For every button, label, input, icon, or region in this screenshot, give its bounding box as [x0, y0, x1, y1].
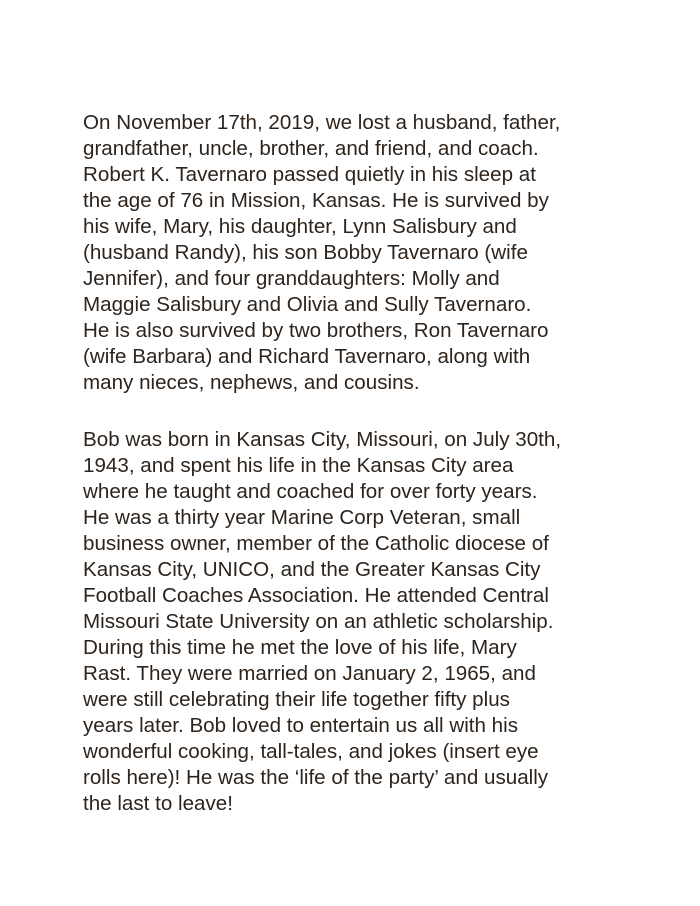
paragraph-line: Rast. They were married on January 2, 1965, and: [83, 662, 536, 685]
paragraph-line: Maggie Salisbury and Olivia and Sully Tavernaro.: [83, 293, 532, 316]
paragraph-line: the last to leave!: [83, 792, 233, 815]
paragraph-line: business owner, member of the Catholic diocese of: [83, 532, 549, 555]
paragraph-line: Robert K. Tavernaro passed quietly in his sleep at: [83, 163, 536, 186]
paragraph-line: During this time he met the love of his life, Mary: [83, 636, 517, 659]
paragraph-line: 1943, and spent his life in the Kansas City area: [83, 454, 514, 477]
paragraph-line: rolls here)! He was the ‘life of the party’ and usually: [83, 766, 549, 789]
paragraph-line: Bob was born in Kansas City, Missouri, on July 30th,: [83, 428, 562, 451]
paragraph-line: the age of 76 in Mission, Kansas. He is survived by: [83, 189, 549, 212]
paragraph-line: He is also survived by two brothers, Ron Tavernaro: [83, 319, 549, 342]
paragraph-line: On November 17th, 2019, we lost a husband, father,: [83, 111, 561, 134]
paragraph-line: Missouri State University on an athletic scholarship.: [83, 610, 554, 633]
paragraph-line: many nieces, nephews, and cousins.: [83, 371, 420, 394]
paragraph-1: [83, 110, 643, 396]
paragraph-line: where he taught and coached for over forty years.: [83, 480, 538, 503]
paragraph-2: [83, 427, 643, 817]
paragraph-line: his wife, Mary, his daughter, Lynn Salisbury and: [83, 215, 517, 238]
paragraph-line: (husband Randy), his son Bobby Tavernaro (wife: [83, 241, 528, 264]
paragraph-line: Football Coaches Association. He attended Central: [83, 584, 549, 607]
paragraph-line: He was a thirty year Marine Corp Veteran, small: [83, 506, 521, 529]
paragraph-line: (wife Barbara) and Richard Tavernaro, along with: [83, 345, 531, 368]
paragraph-line: were still celebrating their life together fifty plus: [83, 688, 510, 711]
paragraph-line: years later. Bob loved to entertain us all with his: [83, 714, 518, 737]
paragraph-line: Jennifer), and four granddaughters: Molly and: [83, 267, 500, 290]
paragraph-line: Kansas City, UNICO, and the Greater Kansas City: [83, 558, 541, 581]
paragraph-line: wonderful cooking, tall-tales, and jokes (insert eye: [83, 740, 539, 763]
paragraph-line: grandfather, uncle, brother, and friend, and coach.: [83, 137, 539, 160]
